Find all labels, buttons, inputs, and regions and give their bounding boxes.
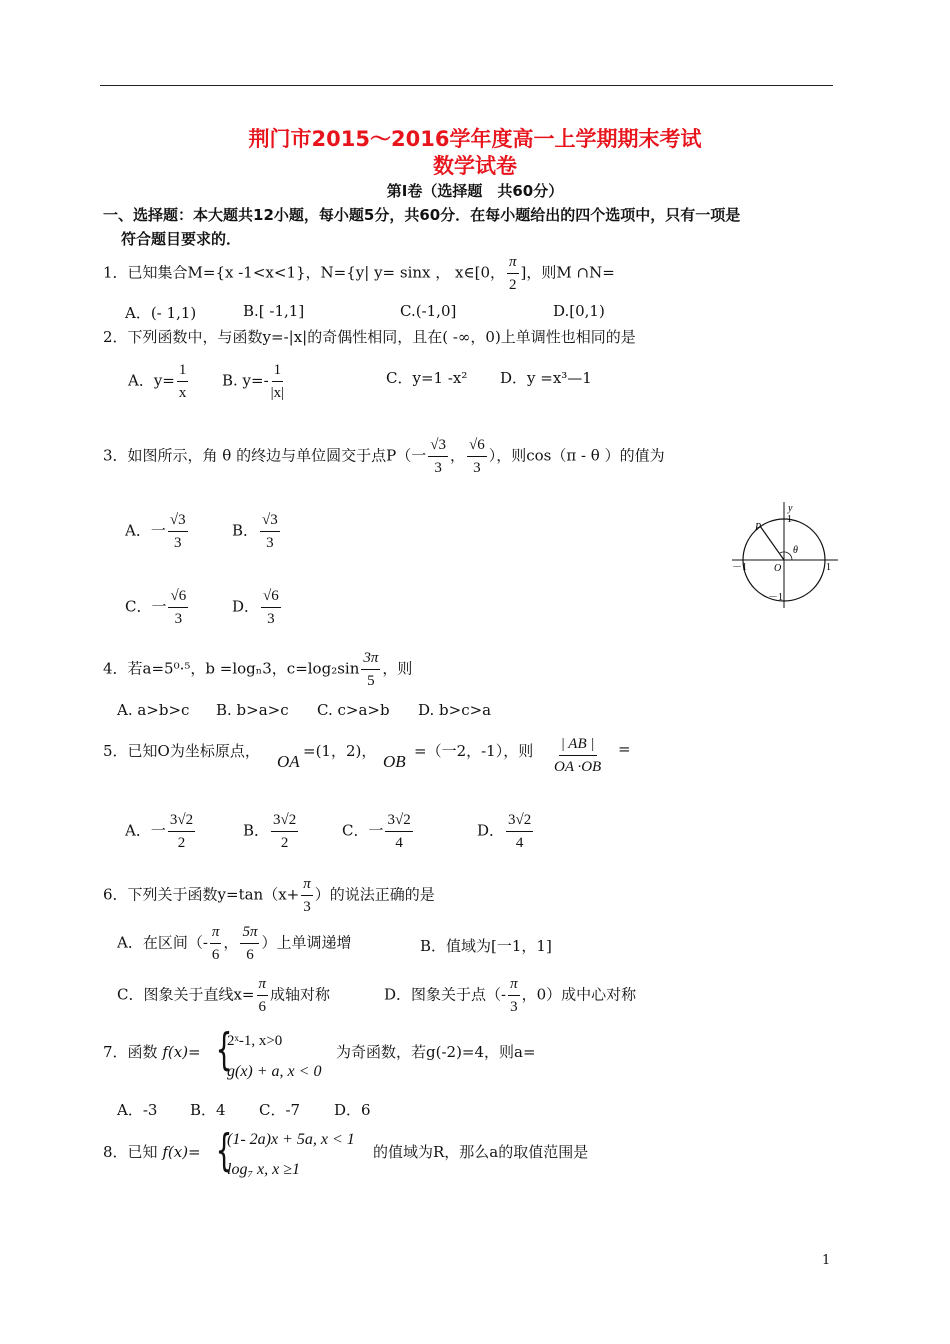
q3-option-d: D． $\frac{√6}{3}$ bbox=[232, 588, 279, 627]
question-5-stem: 5．已知O为坐标原点， bbox=[103, 742, 260, 760]
q7-option-d: D．6 bbox=[334, 1101, 371, 1119]
q5-fraction: $\frac{| AB |}{OA \cdot OB}$ bbox=[554, 736, 602, 775]
q3-option-c: C．一 $\frac{√6}{3}$ bbox=[125, 588, 187, 627]
q5-equals: = bbox=[618, 740, 631, 758]
instructions-line-2: 符合题目要求的． bbox=[121, 230, 242, 248]
vector-oa: OA bbox=[277, 752, 300, 771]
q5-option-d: D． $\frac{3√2}{4}$ bbox=[477, 812, 532, 851]
neg1-y-label: －1 bbox=[768, 592, 783, 603]
question-8-label: 8．已知 f(x)= bbox=[103, 1143, 201, 1161]
question-3: 3．如图所示，角 θ 的终边与单位圆交于点P（一 $\frac{√3}{3}$ ， $\frac{√6}{3}$ ），则cos（π - θ ）的值为 bbox=[103, 437, 665, 476]
q4-option-d: D. b>c>a bbox=[418, 701, 492, 719]
neg1-x-label: －1 bbox=[732, 562, 747, 573]
q4-option-b: B. b>a>c bbox=[216, 701, 289, 719]
q1-option-d: D.[0,1) bbox=[553, 302, 605, 320]
q1-option-a: A．(- 1,1) bbox=[125, 304, 197, 322]
q7-option-a: A．-3 bbox=[117, 1101, 158, 1119]
question-7-stem: 为奇函数，若g(-2)=4，则a= bbox=[336, 1043, 536, 1061]
exam-subtitle: 数学试卷 bbox=[433, 154, 517, 178]
terminal-side bbox=[760, 526, 784, 560]
pos1-y-label: 1 bbox=[787, 514, 792, 525]
q7-option-b: B．4 bbox=[190, 1101, 226, 1119]
unit-circle-figure bbox=[728, 498, 840, 610]
question-7-label: 7．函数 f(x)= bbox=[103, 1043, 201, 1061]
q1-fraction: $\frac{\pi}{2}$ bbox=[509, 254, 517, 293]
q7-case-1: 2ˣ-1, x>0 bbox=[227, 1033, 283, 1049]
q1-stem-b: ]，则M ∩N= bbox=[520, 263, 615, 282]
q8-case-1: (1- 2a)x + 5a, x < 1 bbox=[227, 1131, 355, 1148]
theta-label: θ bbox=[793, 545, 798, 556]
q4-option-a: A. a>b>c bbox=[117, 701, 190, 719]
question-2: 2．下列函数中，与函数y=-|x|的奇偶性相同，且在( -∞，0)上单调性也相同的是 bbox=[103, 328, 636, 346]
y-label: y bbox=[788, 503, 793, 514]
q7-option-c: C．-7 bbox=[259, 1101, 301, 1119]
section-heading: 第Ⅰ卷（选择题 共60分） bbox=[386, 182, 564, 200]
q2-option-d: D．y =x³—1 bbox=[500, 369, 592, 387]
question-1 bbox=[103, 254, 615, 293]
q7-case-2: g(x) + a, x < 0 bbox=[227, 1063, 322, 1080]
question-4: 4．若a=5⁰·⁵，b =logₙ3，c=log₂sin $\frac{3\pi}{5}$ ，则 bbox=[103, 650, 413, 689]
q1-stem-a: 1．已知集合M={x -1<x<1}，N={y| y= sinx ， x∈[0， bbox=[103, 263, 505, 282]
q1-option-c: C.(-1,0] bbox=[400, 302, 457, 320]
instructions-line-1: 一、选择题：本大题共12小题，每小题5分，共60分．在每小题给出的四个选项中，只有一项是 bbox=[103, 206, 741, 224]
pos1-x-label: 1 bbox=[826, 562, 831, 573]
q8-brace: { bbox=[215, 1125, 233, 1176]
q6-option-c: C．图象关于直线x= $\frac{\pi}{6}$ 成轴对称 bbox=[117, 976, 331, 1015]
question-8-stem: 的值域为R，那么a的取值范围是 bbox=[373, 1143, 589, 1161]
page-number: 1 bbox=[822, 1253, 831, 1268]
q3-option-a: A．一 $\frac{√3}{3}$ bbox=[125, 512, 186, 551]
q3-option-b: B． $\frac{√3}{3}$ bbox=[232, 512, 278, 551]
top-rule bbox=[100, 85, 833, 86]
q6-option-a: A．在区间（- $\frac{\pi}{6}$ ， $\frac{5\pi}{6}$ ）上单调递增 bbox=[117, 924, 352, 963]
q5-option-a: A．一 $\frac{3√2}{2}$ bbox=[125, 812, 194, 851]
q5-ob-value: =（一2，-1），则 bbox=[414, 742, 534, 760]
q5-option-c: C．一 $\frac{3√2}{4}$ bbox=[342, 812, 411, 851]
question-6: 6．下列关于函数y=tan（x+ $\frac{\pi}{3}$ ）的说法正确的是 bbox=[103, 876, 435, 915]
q4-option-c: C. c>a>b bbox=[317, 701, 390, 719]
q8-case-2: log₇ x, x ≥1 bbox=[227, 1161, 300, 1178]
q2-option-b: B. y=- $\frac{1}{|x|}$ bbox=[222, 362, 285, 401]
q6-option-d: D．图象关于点（- $\frac{\pi}{3}$ ，0）成中心对称 bbox=[384, 976, 637, 1015]
q7-brace: { bbox=[215, 1024, 233, 1075]
origin-label: O bbox=[774, 563, 782, 574]
vector-ob: OB bbox=[383, 752, 406, 771]
q5-option-b: B． $\frac{3√2}{2}$ bbox=[243, 812, 297, 851]
q2-option-a: A．y= $\frac{1}{x}$ bbox=[128, 362, 187, 401]
q1-option-b: B.[ -1,1] bbox=[243, 302, 305, 320]
p-label: P bbox=[755, 522, 762, 533]
q2-option-c: C．y=1 -x² bbox=[386, 369, 468, 387]
q5-oa-value: =(1，2)， bbox=[303, 742, 377, 760]
q6-option-b: B．值域为[一1，1] bbox=[420, 937, 552, 955]
exam-title: 荆门市2015～2016学年度高一上学期期末考试 bbox=[248, 127, 702, 151]
